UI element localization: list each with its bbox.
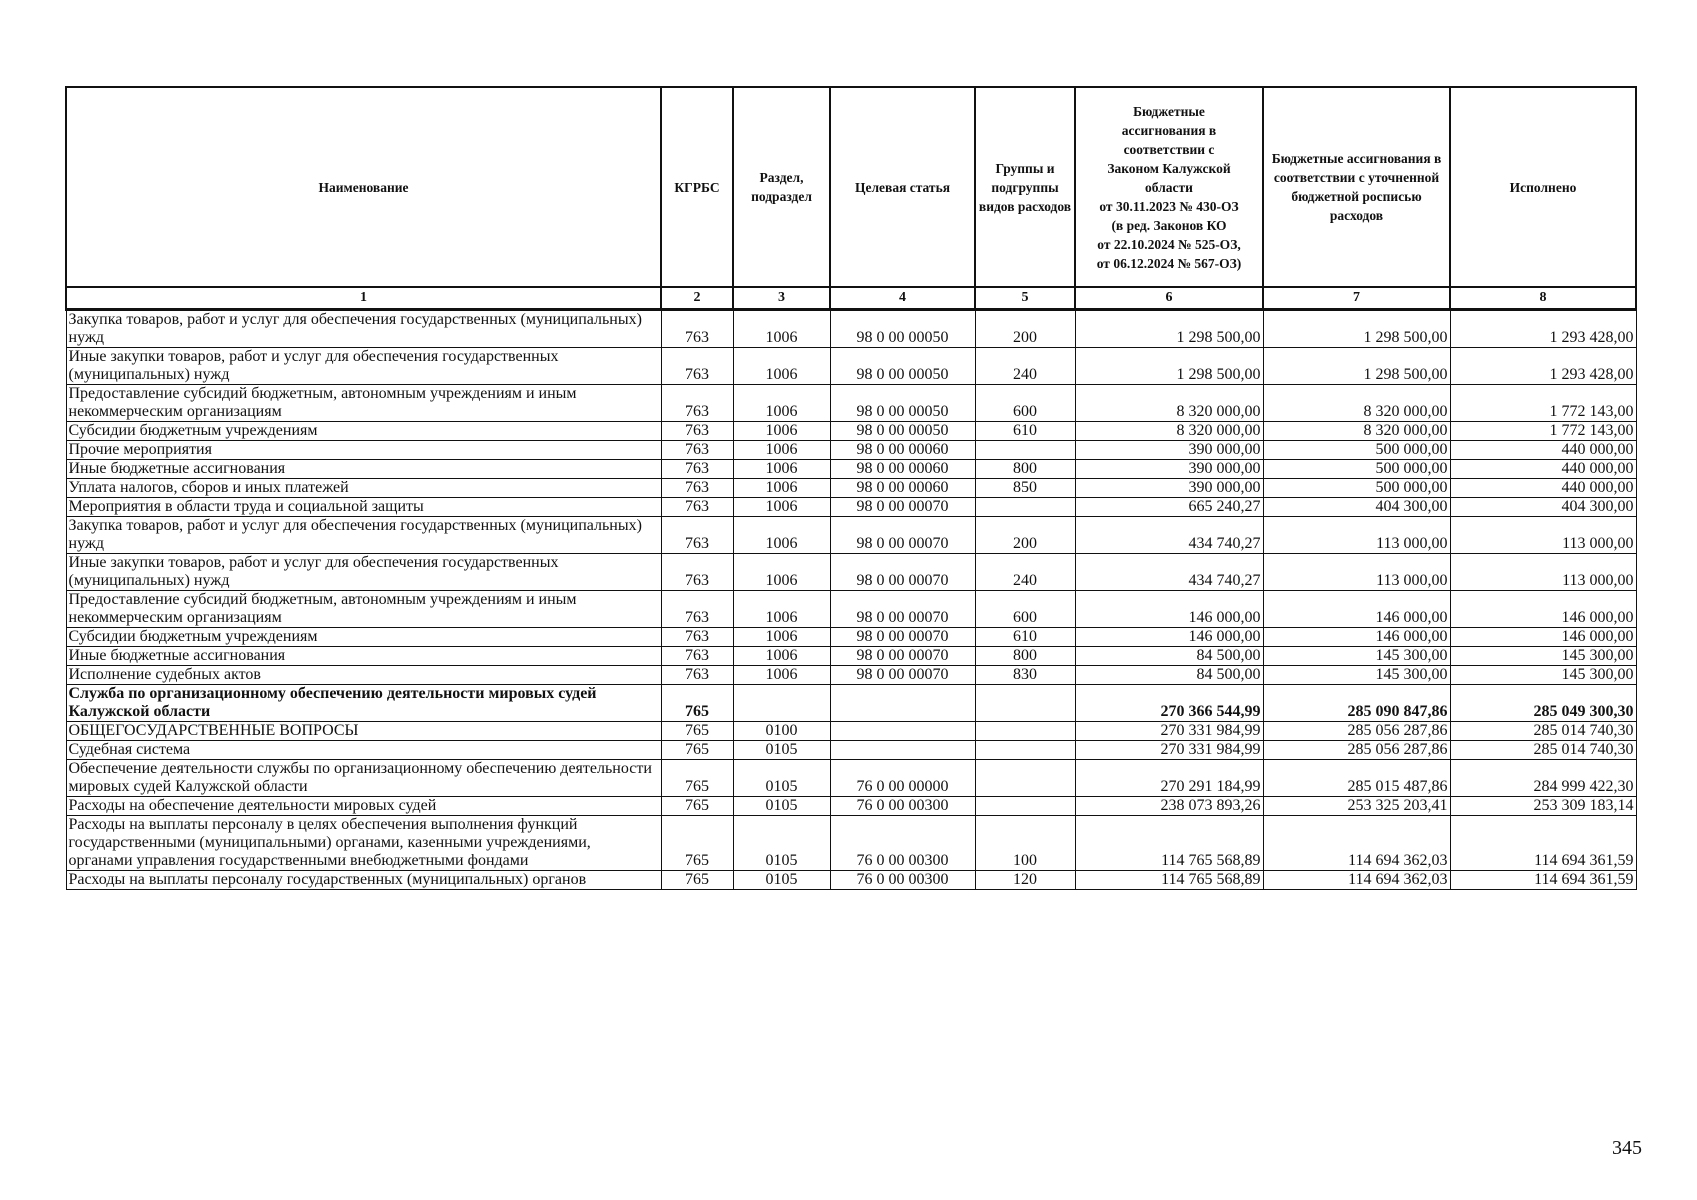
cell-celevaya: 98 0 00 00070 [830, 647, 975, 666]
cell-celevaya [830, 722, 975, 741]
cell-law-amount: 270 366 544,99 [1075, 685, 1263, 722]
cell-ispolneno-amount: 440 000,00 [1450, 479, 1636, 498]
cell-vid: 850 [975, 479, 1075, 498]
cell-vid: 200 [975, 517, 1075, 554]
column-number: 7 [1263, 287, 1450, 310]
cell-kgrbs: 763 [661, 310, 733, 348]
cell-celevaya: 98 0 00 00070 [830, 666, 975, 685]
cell-law-amount: 8 320 000,00 [1075, 422, 1263, 441]
budget-table [65, 86, 1637, 890]
table-row [66, 685, 1636, 722]
cell-ispolneno-amount: 404 300,00 [1450, 498, 1636, 517]
cell-law-amount: 434 740,27 [1075, 517, 1263, 554]
cell-kgrbs: 765 [661, 760, 733, 797]
table-row [66, 628, 1636, 647]
cell-rospis-amount: 1 298 500,00 [1263, 348, 1450, 385]
page-number: 345 [1612, 1137, 1642, 1159]
cell-celevaya: 98 0 00 00060 [830, 441, 975, 460]
header-law: Бюджетные ассигнования в соответствии с Законом Калужской области от 30.11.2023 № 430-ОЗ (в ред. Законов КО от 22.10.2024 № 525-ОЗ, от 06.12.2024 № 567-ОЗ) [1075, 87, 1263, 287]
cell-vid [975, 441, 1075, 460]
cell-vid: 100 [975, 816, 1075, 871]
cell-rospis-amount: 146 000,00 [1263, 628, 1450, 647]
table-row [66, 385, 1636, 422]
cell-razdel: 1006 [733, 310, 830, 348]
cell-law-amount: 146 000,00 [1075, 628, 1263, 647]
cell-ispolneno-amount: 285 014 740,30 [1450, 741, 1636, 760]
cell-celevaya: 98 0 00 00060 [830, 460, 975, 479]
cell-name: Иные закупки товаров, работ и услуг для обеспечения государственных (муниципальных) нужд [66, 348, 661, 385]
cell-celevaya: 98 0 00 00070 [830, 517, 975, 554]
cell-ispolneno-amount: 440 000,00 [1450, 460, 1636, 479]
cell-law-amount: 270 331 984,99 [1075, 741, 1263, 760]
table-row [66, 816, 1636, 871]
cell-rospis-amount: 145 300,00 [1263, 666, 1450, 685]
cell-ispolneno-amount: 1 293 428,00 [1450, 310, 1636, 348]
column-number: 6 [1075, 287, 1263, 310]
cell-razdel: 0105 [733, 871, 830, 890]
cell-kgrbs: 765 [661, 741, 733, 760]
cell-razdel: 0105 [733, 816, 830, 871]
cell-name: Прочие мероприятия [66, 441, 661, 460]
cell-name: ОБЩЕГОСУДАРСТВЕННЫЕ ВОПРОСЫ [66, 722, 661, 741]
column-number: 1 [66, 287, 661, 310]
cell-rospis-amount: 500 000,00 [1263, 460, 1450, 479]
cell-kgrbs: 765 [661, 685, 733, 722]
cell-law-amount: 238 073 893,26 [1075, 797, 1263, 816]
cell-razdel: 1006 [733, 666, 830, 685]
table-body [66, 310, 1636, 890]
table-row [66, 797, 1636, 816]
header-rospis: Бюджетные ассигнования в соответствии с уточненной бюджетной росписью расходов [1263, 87, 1450, 287]
cell-name: Иные бюджетные ассигнования [66, 460, 661, 479]
cell-ispolneno-amount: 285 049 300,30 [1450, 685, 1636, 722]
cell-law-amount: 665 240,27 [1075, 498, 1263, 517]
cell-vid [975, 498, 1075, 517]
cell-kgrbs: 763 [661, 666, 733, 685]
cell-razdel: 1006 [733, 385, 830, 422]
cell-vid [975, 760, 1075, 797]
cell-law-amount: 84 500,00 [1075, 666, 1263, 685]
cell-ispolneno-amount: 145 300,00 [1450, 666, 1636, 685]
cell-kgrbs: 765 [661, 722, 733, 741]
cell-razdel: 0105 [733, 797, 830, 816]
cell-kgrbs: 763 [661, 554, 733, 591]
cell-kgrbs: 763 [661, 479, 733, 498]
cell-vid: 240 [975, 554, 1075, 591]
cell-ispolneno-amount: 146 000,00 [1450, 591, 1636, 628]
cell-celevaya: 76 0 00 00300 [830, 816, 975, 871]
cell-kgrbs: 763 [661, 460, 733, 479]
table-row [66, 647, 1636, 666]
cell-law-amount: 434 740,27 [1075, 554, 1263, 591]
cell-name: Служба по организационному обеспечению деятельности мировых судей Калужской области [66, 685, 661, 722]
header-name: Наименование [66, 87, 661, 287]
cell-name: Иные бюджетные ассигнования [66, 647, 661, 666]
table-row [66, 554, 1636, 591]
cell-name: Субсидии бюджетным учреждениям [66, 422, 661, 441]
cell-name: Расходы на выплаты персоналу в целях обеспечения выполнения функций государственными (муниципальными) органами, казенными учреждениями, органами управления государственными внебюджетными фондами [66, 816, 661, 871]
cell-razdel: 1006 [733, 441, 830, 460]
cell-vid: 600 [975, 591, 1075, 628]
cell-razdel: 1006 [733, 517, 830, 554]
cell-vid [975, 797, 1075, 816]
cell-kgrbs: 763 [661, 628, 733, 647]
table-row [66, 666, 1636, 685]
cell-kgrbs: 765 [661, 797, 733, 816]
cell-name: Судебная система [66, 741, 661, 760]
table-row [66, 441, 1636, 460]
cell-celevaya [830, 741, 975, 760]
cell-ispolneno-amount: 145 300,00 [1450, 647, 1636, 666]
table-row [66, 498, 1636, 517]
header-celevaya: Целевая статья [830, 87, 975, 287]
cell-celevaya: 98 0 00 00050 [830, 422, 975, 441]
cell-kgrbs: 763 [661, 591, 733, 628]
cell-ispolneno-amount: 114 694 361,59 [1450, 871, 1636, 890]
cell-name: Расходы на обеспечение деятельности мировых судей [66, 797, 661, 816]
cell-razdel: 1006 [733, 498, 830, 517]
cell-ispolneno-amount: 113 000,00 [1450, 517, 1636, 554]
cell-kgrbs: 763 [661, 348, 733, 385]
cell-celevaya: 76 0 00 00300 [830, 871, 975, 890]
table-row [66, 460, 1636, 479]
column-number: 5 [975, 287, 1075, 310]
cell-ispolneno-amount: 1 293 428,00 [1450, 348, 1636, 385]
cell-law-amount: 270 331 984,99 [1075, 722, 1263, 741]
cell-kgrbs: 763 [661, 385, 733, 422]
cell-razdel: 1006 [733, 422, 830, 441]
cell-kgrbs: 763 [661, 441, 733, 460]
cell-name: Обеспечение деятельности службы по организационному обеспечению деятельности мировых судей Калужской области [66, 760, 661, 797]
cell-razdel: 1006 [733, 460, 830, 479]
cell-vid: 610 [975, 628, 1075, 647]
cell-rospis-amount: 145 300,00 [1263, 647, 1450, 666]
cell-name: Исполнение судебных актов [66, 666, 661, 685]
cell-rospis-amount: 404 300,00 [1263, 498, 1450, 517]
cell-razdel: 1006 [733, 647, 830, 666]
cell-vid: 120 [975, 871, 1075, 890]
cell-name: Субсидии бюджетным учреждениям [66, 628, 661, 647]
cell-vid: 610 [975, 422, 1075, 441]
cell-celevaya: 76 0 00 00300 [830, 797, 975, 816]
column-number-row [66, 287, 1636, 310]
table-row [66, 591, 1636, 628]
cell-rospis-amount: 285 056 287,86 [1263, 741, 1450, 760]
cell-law-amount: 84 500,00 [1075, 647, 1263, 666]
table-row [66, 479, 1636, 498]
cell-rospis-amount: 114 694 362,03 [1263, 871, 1450, 890]
cell-rospis-amount: 146 000,00 [1263, 591, 1450, 628]
cell-law-amount: 390 000,00 [1075, 479, 1263, 498]
cell-vid: 200 [975, 310, 1075, 348]
cell-name: Расходы на выплаты персоналу государственных (муниципальных) органов [66, 871, 661, 890]
cell-name: Предоставление субсидий бюджетным, автономным учреждениям и иным некоммерческим организациям [66, 385, 661, 422]
cell-rospis-amount: 113 000,00 [1263, 517, 1450, 554]
cell-vid [975, 685, 1075, 722]
cell-celevaya: 76 0 00 00000 [830, 760, 975, 797]
cell-celevaya [830, 685, 975, 722]
cell-razdel: 0105 [733, 760, 830, 797]
cell-law-amount: 390 000,00 [1075, 441, 1263, 460]
header-vid: Группы и подгруппы видов расходов [975, 87, 1075, 287]
cell-celevaya: 98 0 00 00060 [830, 479, 975, 498]
cell-vid [975, 722, 1075, 741]
cell-rospis-amount: 114 694 362,03 [1263, 816, 1450, 871]
cell-celevaya: 98 0 00 00050 [830, 385, 975, 422]
cell-vid: 800 [975, 460, 1075, 479]
cell-name: Уплата налогов, сборов и иных платежей [66, 479, 661, 498]
cell-vid: 830 [975, 666, 1075, 685]
table-row [66, 422, 1636, 441]
cell-name: Предоставление субсидий бюджетным, автономным учреждениям и иным некоммерческим организациям [66, 591, 661, 628]
cell-law-amount: 1 298 500,00 [1075, 348, 1263, 385]
cell-rospis-amount: 253 325 203,41 [1263, 797, 1450, 816]
cell-ispolneno-amount: 284 999 422,30 [1450, 760, 1636, 797]
cell-kgrbs: 763 [661, 498, 733, 517]
cell-law-amount: 1 298 500,00 [1075, 310, 1263, 348]
cell-razdel: 1006 [733, 348, 830, 385]
cell-razdel: 0105 [733, 741, 830, 760]
cell-vid: 600 [975, 385, 1075, 422]
cell-razdel: 1006 [733, 479, 830, 498]
cell-rospis-amount: 500 000,00 [1263, 479, 1450, 498]
cell-celevaya: 98 0 00 00050 [830, 310, 975, 348]
cell-celevaya: 98 0 00 00070 [830, 554, 975, 591]
cell-name: Иные закупки товаров, работ и услуг для обеспечения государственных (муниципальных) нужд [66, 554, 661, 591]
cell-celevaya: 98 0 00 00070 [830, 498, 975, 517]
cell-law-amount: 114 765 568,89 [1075, 871, 1263, 890]
table-header-row [66, 87, 1636, 287]
cell-law-amount: 390 000,00 [1075, 460, 1263, 479]
cell-rospis-amount: 8 320 000,00 [1263, 385, 1450, 422]
cell-kgrbs: 765 [661, 871, 733, 890]
cell-law-amount: 114 765 568,89 [1075, 816, 1263, 871]
cell-kgrbs: 763 [661, 647, 733, 666]
cell-rospis-amount: 8 320 000,00 [1263, 422, 1450, 441]
cell-ispolneno-amount: 113 000,00 [1450, 554, 1636, 591]
table-row [66, 310, 1636, 348]
cell-ispolneno-amount: 253 309 183,14 [1450, 797, 1636, 816]
cell-celevaya: 98 0 00 00070 [830, 628, 975, 647]
column-number: 3 [733, 287, 830, 310]
table-row [66, 871, 1636, 890]
cell-razdel: 0100 [733, 722, 830, 741]
cell-celevaya: 98 0 00 00050 [830, 348, 975, 385]
cell-razdel: 1006 [733, 554, 830, 591]
cell-rospis-amount: 113 000,00 [1263, 554, 1450, 591]
table-row [66, 741, 1636, 760]
cell-name: Закупка товаров, работ и услуг для обеспечения государственных (муниципальных) нужд [66, 310, 661, 348]
cell-name: Мероприятия в области труда и социальной защиты [66, 498, 661, 517]
cell-law-amount: 146 000,00 [1075, 591, 1263, 628]
cell-ispolneno-amount: 285 014 740,30 [1450, 722, 1636, 741]
cell-name: Закупка товаров, работ и услуг для обеспечения государственных (муниципальных) нужд [66, 517, 661, 554]
cell-kgrbs: 763 [661, 422, 733, 441]
cell-vid [975, 741, 1075, 760]
cell-vid: 240 [975, 348, 1075, 385]
cell-ispolneno-amount: 1 772 143,00 [1450, 385, 1636, 422]
cell-rospis-amount: 1 298 500,00 [1263, 310, 1450, 348]
cell-ispolneno-amount: 114 694 361,59 [1450, 816, 1636, 871]
cell-razdel: 1006 [733, 628, 830, 647]
cell-rospis-amount: 285 090 847,86 [1263, 685, 1450, 722]
cell-ispolneno-amount: 1 772 143,00 [1450, 422, 1636, 441]
cell-rospis-amount: 285 056 287,86 [1263, 722, 1450, 741]
table-row [66, 517, 1636, 554]
table-row [66, 348, 1636, 385]
cell-law-amount: 270 291 184,99 [1075, 760, 1263, 797]
cell-ispolneno-amount: 440 000,00 [1450, 441, 1636, 460]
column-number: 4 [830, 287, 975, 310]
cell-vid: 800 [975, 647, 1075, 666]
header-kgrbs: КГРБС [661, 87, 733, 287]
cell-ispolneno-amount: 146 000,00 [1450, 628, 1636, 647]
cell-rospis-amount: 285 015 487,86 [1263, 760, 1450, 797]
cell-razdel: 1006 [733, 591, 830, 628]
cell-kgrbs: 765 [661, 816, 733, 871]
column-number: 8 [1450, 287, 1636, 310]
cell-razdel [733, 685, 830, 722]
column-number: 2 [661, 287, 733, 310]
table-row [66, 760, 1636, 797]
header-razdel: Раздел, подраздел [733, 87, 830, 287]
cell-kgrbs: 763 [661, 517, 733, 554]
cell-rospis-amount: 500 000,00 [1263, 441, 1450, 460]
cell-law-amount: 8 320 000,00 [1075, 385, 1263, 422]
header-ispolneno: Исполнено [1450, 87, 1636, 287]
cell-celevaya: 98 0 00 00070 [830, 591, 975, 628]
table-row [66, 722, 1636, 741]
